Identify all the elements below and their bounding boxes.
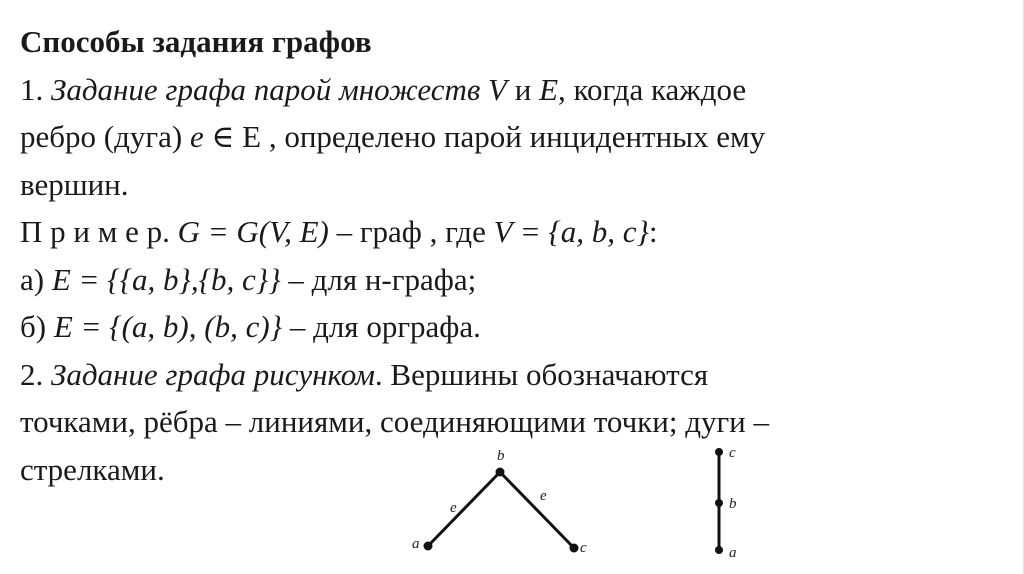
line-7-post: . Вершины обозначаются (374, 356, 709, 392)
item-number: 2. (20, 356, 51, 392)
slide-title: Способы задания графов (20, 24, 372, 59)
math-e-in: e ∈ (189, 119, 243, 154)
item-number: 1. (20, 71, 51, 107)
line-8: точками, рёбра – линиями, соединяющими точки; дуги – (20, 404, 770, 439)
path-graph (715, 445, 737, 561)
edge-bc (500, 472, 574, 548)
math-vertex-set: V = {a, b, c} (493, 214, 649, 249)
vertex-label-b: b (497, 448, 505, 464)
method-2-title: Задание графа рисунком (51, 356, 375, 392)
line-5-post: – для н-графа; (280, 261, 477, 297)
line-6-pre: б) (20, 309, 54, 344)
line-9: стрелками. (20, 451, 165, 487)
line-3: вершин. (20, 166, 129, 202)
edge-label-1: e (450, 500, 457, 516)
line-1-rest: , когда каждое (558, 71, 747, 107)
vertex-a2 (715, 546, 723, 554)
vertex-label-c: c (580, 540, 587, 556)
example-label: П р и м е р. (20, 214, 178, 249)
math-v: V (488, 71, 507, 107)
line-2-post: Е , определено парой инцидентных ему (242, 119, 766, 154)
vertex-c2 (715, 448, 723, 456)
line-4-mid: – граф , где (328, 214, 494, 249)
line-4-post: : (648, 214, 658, 249)
math-e: E (539, 71, 559, 107)
vertex-b2 (715, 499, 723, 507)
math-edge-set-directed: E = {(a, b), (b, c)} (53, 309, 283, 344)
vertex-label-c2: c (729, 445, 736, 461)
vertex-a (424, 542, 433, 551)
vertex-label-a2: a (729, 545, 737, 561)
undirected-graph (412, 448, 587, 556)
vertex-c (570, 544, 579, 553)
vertex-label-a: a (412, 536, 420, 552)
edge-label-2: e (540, 488, 547, 504)
vertex-label-b2: b (729, 496, 737, 512)
method-1-title: Задание графа парой множеств (51, 71, 489, 107)
vertex-b (496, 468, 505, 477)
conj-and: и (506, 71, 540, 107)
edge-ab (428, 472, 500, 546)
math-edge-set-undirected: E = {{a, b},{b, c}} (51, 261, 281, 297)
line-5-pre: а) (20, 261, 52, 297)
line-6-post: – для орграфа. (282, 309, 481, 344)
math-graph-def: G = G(V, E) (177, 214, 329, 249)
line-2-pre: ребро (дуга) (20, 119, 190, 154)
